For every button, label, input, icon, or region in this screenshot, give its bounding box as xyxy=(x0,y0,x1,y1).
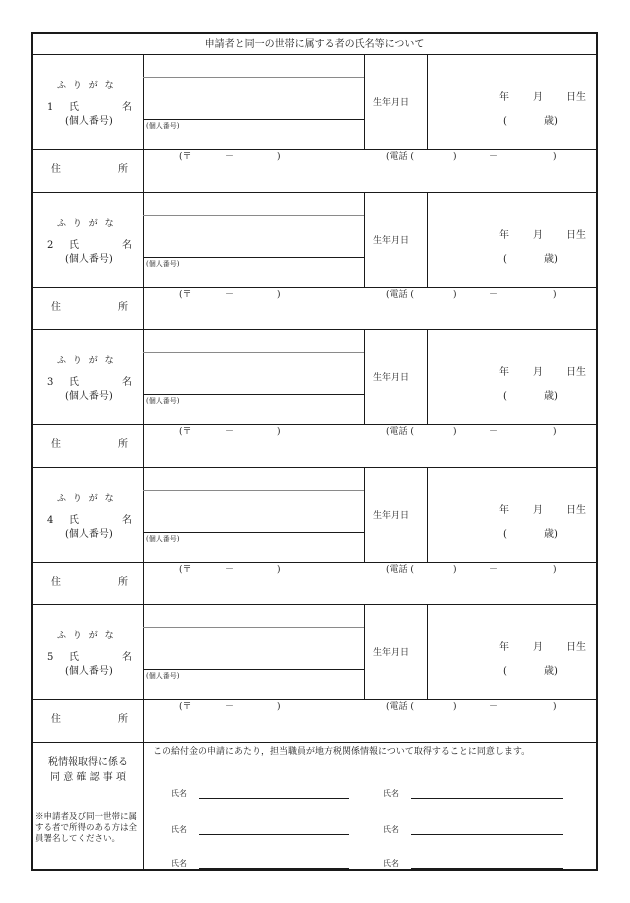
address-field[interactable] xyxy=(144,288,595,329)
phone-close: ) xyxy=(553,152,557,162)
birthdate-label-divider xyxy=(364,467,365,562)
name-label: 氏 xyxy=(69,102,79,113)
my-number-label: (個人番号) xyxy=(65,116,113,127)
furigana-label: ふ り が な xyxy=(57,631,116,642)
name-label-2: 名 xyxy=(122,652,132,664)
address-label-2: 所 xyxy=(118,439,128,451)
birthdate-label-divider xyxy=(364,54,365,149)
member-entry xyxy=(33,192,596,330)
my-number-label: (個人番号) xyxy=(65,391,113,403)
my-number-small-label: (個人番号) xyxy=(146,534,180,543)
address-label: 住 xyxy=(51,301,61,313)
entry-number: 4 xyxy=(47,514,54,526)
name-label-2: 名 xyxy=(122,514,132,526)
my-number-label: (個人番号) xyxy=(65,528,113,540)
address-label-2: 所 xyxy=(118,301,128,313)
name-field[interactable] xyxy=(144,628,363,668)
furigana-label: ふ り が な xyxy=(57,356,116,367)
postal-label: (〒 xyxy=(179,152,192,162)
month-label: 月 xyxy=(533,642,543,654)
name-label-2: 名 xyxy=(122,239,132,251)
signature-label: 氏名 xyxy=(383,859,399,868)
furigana-field[interactable] xyxy=(144,468,363,489)
postal-label: (〒 xyxy=(179,289,192,300)
phone-label: (電話 ( xyxy=(386,702,414,713)
address-field[interactable] xyxy=(144,150,595,191)
phone-mid: ) xyxy=(453,564,457,575)
signature-field[interactable] xyxy=(199,798,349,799)
name-label-2: 名 xyxy=(122,377,132,389)
consent-title-line1: 税情報取得に係る xyxy=(48,757,128,768)
phone-dash: － xyxy=(489,702,499,713)
birthdate-label: 生年月日 xyxy=(373,373,410,384)
year-label: 年 xyxy=(499,367,509,379)
postal-close: ) xyxy=(277,427,281,438)
age-close: 歳) xyxy=(544,666,558,678)
signature-label: 氏名 xyxy=(171,789,187,798)
phone-dash: － xyxy=(489,289,499,300)
postal-close: ) xyxy=(277,152,281,162)
postal-dash: － xyxy=(225,427,235,438)
born-day-label: 日生 xyxy=(566,367,586,379)
birthdate-label: 生年月日 xyxy=(373,98,410,108)
age-close: 歳) xyxy=(544,253,558,265)
age-open: ( xyxy=(503,666,507,678)
postal-dash: － xyxy=(225,564,235,575)
postal-label: (〒 xyxy=(179,427,192,438)
month-label: 月 xyxy=(533,92,543,103)
my-number-label: (個人番号) xyxy=(65,253,113,265)
phone-label: (電話 ( xyxy=(386,427,414,438)
phone-mid: ) xyxy=(453,289,457,300)
my-number-small-label: (個人番号) xyxy=(146,672,180,681)
my-number-label: (個人番号) xyxy=(65,666,113,678)
name-label: 氏 xyxy=(69,652,79,664)
address-label: 住 xyxy=(51,164,61,175)
furigana-label: ふ り が な xyxy=(57,493,116,504)
phone-close: ) xyxy=(553,564,557,575)
year-label: 年 xyxy=(499,229,509,241)
phone-dash: － xyxy=(489,427,499,438)
phone-label: (電話 ( xyxy=(386,289,414,300)
month-label: 月 xyxy=(533,504,543,516)
birthdate-label: 生年月日 xyxy=(373,510,410,521)
address-label-2: 所 xyxy=(118,164,128,175)
my-number-small-label: (個人番号) xyxy=(146,122,180,130)
birthdate-label-divider xyxy=(364,604,365,699)
phone-dash: － xyxy=(489,152,499,162)
furigana-field[interactable] xyxy=(144,605,363,626)
age-open: ( xyxy=(503,116,507,127)
consent-statement: この給付金の申請にあたり，担当職員が地方税関係情報について取得することに同意します。 xyxy=(153,747,531,757)
postal-dash: － xyxy=(225,702,235,713)
member-entry xyxy=(33,467,596,605)
address-label: 住 xyxy=(51,714,61,726)
birthdate-label: 生年月日 xyxy=(373,235,410,246)
address-field[interactable] xyxy=(144,700,595,741)
month-label: 月 xyxy=(533,367,543,379)
signature-field[interactable] xyxy=(199,834,349,835)
member-entry xyxy=(33,54,596,192)
address-label-2: 所 xyxy=(118,714,128,726)
phone-close: ) xyxy=(553,427,557,438)
birthdate-label: 生年月日 xyxy=(373,648,410,659)
signature-field[interactable] xyxy=(411,868,563,869)
postal-close: ) xyxy=(277,702,281,713)
postal-label: (〒 xyxy=(179,564,192,575)
born-day-label: 日生 xyxy=(566,229,586,241)
born-day-label: 日生 xyxy=(566,642,586,654)
year-label: 年 xyxy=(499,642,509,654)
form-header: 申請者と同一の世帯に属する者の氏名等について xyxy=(204,39,425,50)
address-label-2: 所 xyxy=(118,576,128,588)
name-label: 氏 xyxy=(69,377,79,389)
name-field[interactable] xyxy=(144,78,363,118)
furigana-field[interactable] xyxy=(144,330,363,351)
phone-mid: ) xyxy=(453,152,457,162)
name-field[interactable] xyxy=(144,216,363,256)
phone-mid: ) xyxy=(453,702,457,713)
name-field[interactable] xyxy=(144,491,363,531)
phone-label: (電話 ( xyxy=(386,564,414,575)
member-entry xyxy=(33,329,596,467)
year-label: 年 xyxy=(499,504,509,516)
phone-mid: ) xyxy=(453,427,457,438)
signature-field[interactable] xyxy=(411,834,563,835)
postal-close: ) xyxy=(277,289,281,300)
age-open: ( xyxy=(503,253,507,265)
postal-label: (〒 xyxy=(179,702,192,713)
postal-close: ) xyxy=(277,564,281,575)
name-label-2: 名 xyxy=(122,102,132,113)
member-entry xyxy=(33,604,596,742)
furigana-label: ふ り が な xyxy=(57,81,116,91)
household-members-form xyxy=(31,32,598,871)
signature-label: 氏名 xyxy=(171,859,187,868)
phone-close: ) xyxy=(553,702,557,713)
age-open: ( xyxy=(503,528,507,540)
name-label: 氏 xyxy=(69,514,79,526)
entry-number: 2 xyxy=(47,239,54,251)
month-label: 月 xyxy=(533,229,543,241)
entry-number: 5 xyxy=(47,652,54,664)
address-label: 住 xyxy=(51,576,61,588)
age-open: ( xyxy=(503,391,507,403)
signature-label: 氏名 xyxy=(171,825,187,834)
age-close: 歳) xyxy=(544,116,558,127)
consent-divider xyxy=(143,742,144,869)
postal-dash: － xyxy=(225,289,235,300)
address-field[interactable] xyxy=(144,563,595,604)
address-label: 住 xyxy=(51,439,61,451)
furigana-label: ふ り が な xyxy=(57,218,116,229)
my-number-small-label: (個人番号) xyxy=(146,397,180,406)
furigana-field[interactable] xyxy=(144,55,363,76)
phone-label: (電話 ( xyxy=(386,152,414,162)
born-day-label: 日生 xyxy=(566,92,586,103)
signature-label: 氏名 xyxy=(383,789,399,798)
name-label: 氏 xyxy=(69,239,79,251)
born-day-label: 日生 xyxy=(566,504,586,516)
year-label: 年 xyxy=(499,92,509,103)
consent-title-line2: 同 意 確 認 事 項 xyxy=(50,772,126,783)
my-number-small-label: (個人番号) xyxy=(146,259,180,268)
signature-field[interactable] xyxy=(411,798,563,799)
consent-note: ※申請者及び同一世帯に属する者で所得のある方は全員署名してください。 xyxy=(35,812,138,844)
name-field[interactable] xyxy=(144,353,363,393)
consent-section xyxy=(33,742,596,869)
entry-number: 1 xyxy=(47,102,54,113)
signature-field[interactable] xyxy=(199,868,349,869)
phone-close: ) xyxy=(553,289,557,300)
entry-number: 3 xyxy=(47,377,54,389)
furigana-field[interactable] xyxy=(144,193,363,214)
postal-dash: － xyxy=(225,152,235,162)
birthdate-label-divider xyxy=(364,329,365,424)
age-close: 歳) xyxy=(544,391,558,403)
age-close: 歳) xyxy=(544,528,558,540)
phone-dash: － xyxy=(489,564,499,575)
signature-label: 氏名 xyxy=(383,825,399,834)
address-field[interactable] xyxy=(144,425,595,466)
birthdate-label-divider xyxy=(364,192,365,287)
